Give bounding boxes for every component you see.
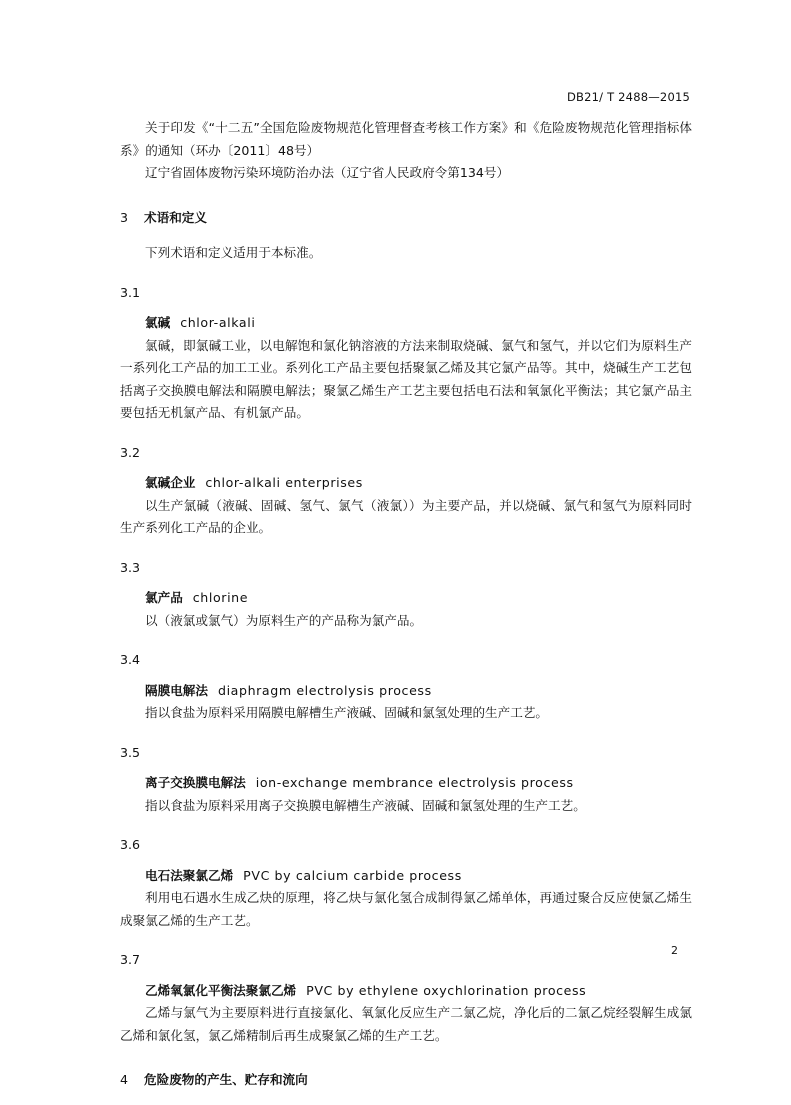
term-definition: 以生产氯碱（液碱、固碱、氢气、氯气（液氯））为主要产品，并以烧碱、氯气和氢气为原料同时生产系列化工产品的企业。 — [120, 497, 692, 535]
term-entry — [120, 282, 692, 425]
reference-item: 关于印发《“十二五”全国危险废物规范化管理督查考核工作方案》和《危险废物规范化管理指标体系》的通知（环办〔2011〕48号） — [120, 120, 692, 158]
term-english: diaphragm electrolysis process — [217, 682, 432, 698]
term-english: ion-exchange membrance electrolysis process — [255, 775, 574, 790]
document-id-header: DB21/ T 2488—2015 — [566, 90, 690, 104]
section-number: 3 — [120, 209, 129, 225]
term-entry — [120, 557, 692, 633]
term-entry — [120, 834, 692, 932]
term-number: 3.5 — [120, 744, 141, 760]
section-heading — [120, 1069, 692, 1092]
term-heading — [120, 865, 692, 888]
term-english: PVC by ethylene oxychlorination process — [306, 982, 587, 998]
term-definition: 氯碱，即氯碱工业，以电解饱和氯化钠溶液的方法来制取烧碱、氯气和氢气，并以它们为原料生产一系列化工产品的加工工业。系列化工产品主要包括聚氯乙烯及其它氯产品等。其中，烧碱生产工艺包括离子交换膜电解法和隔膜电解法；聚氯乙烯生产工艺主要包括电石法和氧氯化平衡法；其它氯产品主要包括无机氯产品、有机氯产品。 — [120, 337, 692, 420]
term-number: 3.6 — [120, 837, 141, 852]
section-heading — [120, 207, 692, 230]
term-chinese: 离子交换膜电解法 — [145, 775, 246, 790]
term-english: PVC by calcium carbide process — [243, 867, 462, 883]
term-number: 3.1 — [120, 284, 141, 300]
term-entry — [120, 742, 692, 818]
page-content — [120, 117, 692, 1105]
term-entry — [120, 442, 692, 540]
term-definition: 指以食盐为原料采用隔膜电解槽生产液碱、固碱和氯氢处理的生产工艺。 — [145, 705, 548, 720]
term-heading — [120, 312, 692, 335]
term-english: chlorine — [192, 590, 249, 605]
term-chinese: 电石法聚氯乙烯 — [145, 867, 234, 883]
term-heading — [120, 980, 692, 1003]
term-chinese: 隔膜电解法 — [145, 682, 208, 698]
term-number: 3.4 — [120, 652, 141, 667]
term-entry — [120, 649, 692, 725]
term-heading — [120, 587, 692, 610]
term-definition: 指以食盐为原料采用离子交换膜电解槽生产液碱、固碱和氯氢处理的生产工艺。 — [145, 797, 586, 813]
term-chinese: 乙烯氧氯化平衡法聚氯乙烯 — [145, 982, 297, 998]
term-chinese: 氯碱企业 — [145, 475, 196, 490]
term-english: chlor-alkali enterprises — [205, 475, 363, 490]
term-definition: 乙烯与氯气为主要原料进行直接氯化、氧氯化反应生产二氯乙烷，净化后的二氯乙烷经裂解生成氯乙烯和氯化氢，氯乙烯精制后再生成聚氯乙烯的生产工艺。 — [120, 1005, 692, 1043]
term-number: 3.2 — [120, 444, 141, 460]
term-entry — [120, 949, 692, 1047]
term-english: chlor-alkali — [180, 315, 256, 330]
section-intro: 下列术语和定义适用于本标准。 — [145, 245, 322, 260]
section-title: 术语和定义 — [144, 209, 207, 225]
term-number: 3.3 — [120, 559, 141, 575]
section-number: 4 — [120, 1072, 129, 1087]
section-title: 危险废物的产生、贮存和流向 — [144, 1072, 308, 1087]
term-chinese: 氯产品 — [145, 590, 183, 605]
term-heading — [120, 772, 692, 795]
term-chinese: 氯碱 — [145, 315, 171, 330]
page-number: 2 — [671, 944, 678, 957]
term-heading — [120, 472, 692, 495]
term-definition: 利用电石遇水生成乙炔的原理，将乙炔与氯化氢合成制得氯乙烯单体，再通过聚合反应使氯乙烯生成聚氯乙烯的生产工艺。 — [120, 890, 692, 928]
term-number: 3.7 — [120, 952, 141, 967]
reference-item: 辽宁省固体废物污染环境防治办法（辽宁省人民政府令第134号） — [145, 165, 510, 180]
term-heading — [120, 680, 692, 703]
term-definition: 以（液氯或氯气）为原料生产的产品称为氯产品。 — [145, 612, 423, 628]
